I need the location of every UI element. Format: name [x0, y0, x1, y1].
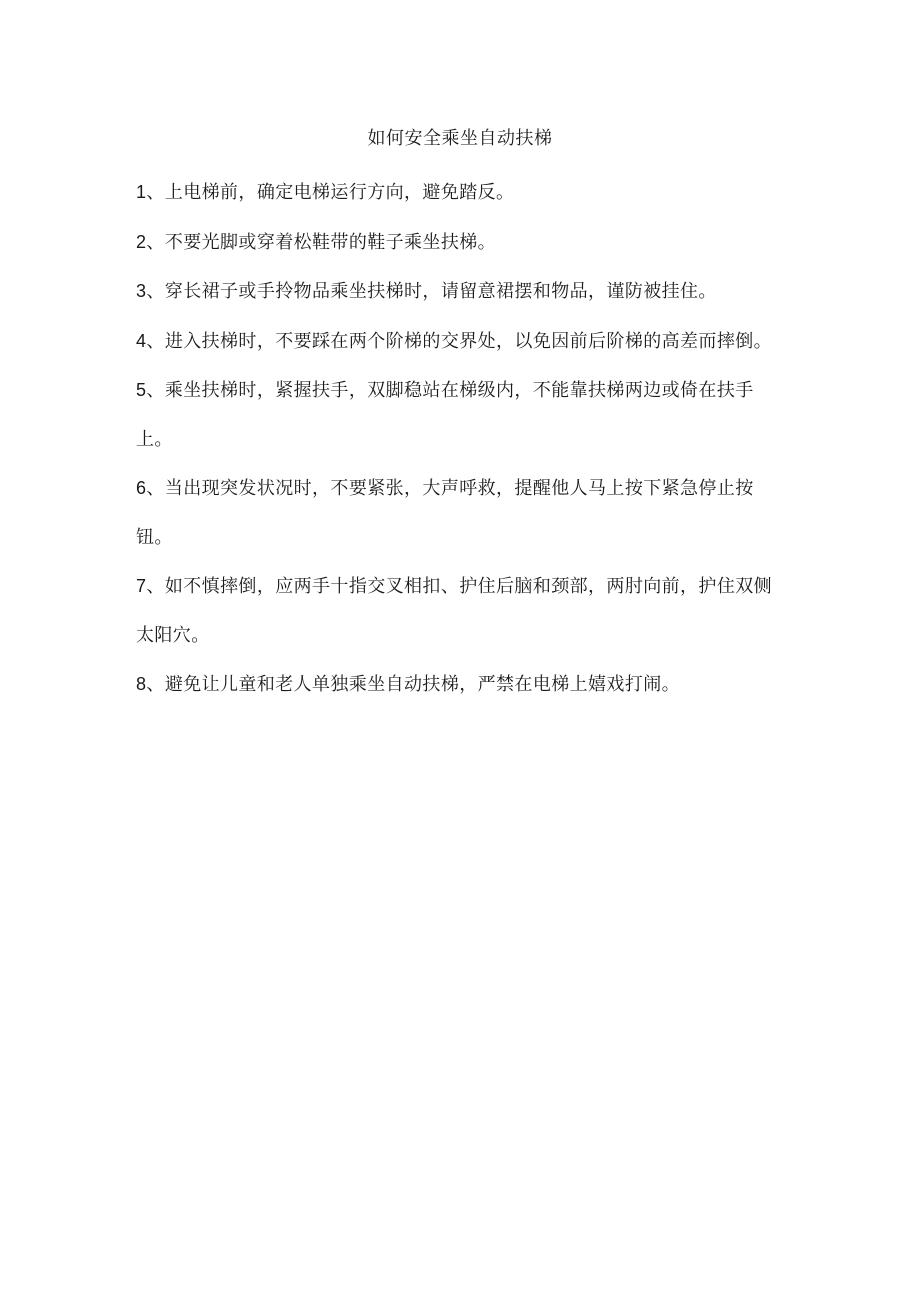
list-item	[136, 267, 786, 317]
list-item	[136, 464, 786, 562]
list-item	[136, 366, 786, 464]
item-number: 5	[136, 380, 147, 400]
list-item	[136, 168, 786, 218]
item-text: 、进入扶梯时，不要踩在两个阶梯的交界处，以免因前后阶梯的高差而摔倒。	[146, 330, 773, 352]
item-number: 7	[136, 576, 147, 596]
item-text: 、如不慎摔倒，应两手十指交叉相扣、护住后脑和颈部，两肘向前，护住双侧太阳穴。	[136, 576, 773, 646]
item-number: 3	[136, 281, 147, 301]
safety-tips-list	[136, 168, 786, 710]
list-item	[136, 660, 786, 710]
list-item	[136, 218, 786, 268]
item-number: 4	[136, 330, 147, 351]
list-item	[136, 317, 786, 367]
item-text: 、当出现突发状况时，不要紧张，大声呼救，提醒他人马上按下紧急停止按钮。	[136, 478, 754, 548]
document-title: 如何安全乘坐自动扶梯	[367, 128, 553, 149]
item-number: 1	[136, 182, 147, 202]
item-text: 、上电梯前，确定电梯运行方向，避免踏反。	[146, 182, 515, 203]
item-text: 、乘坐扶梯时，紧握扶手，双脚稳站在梯级内，不能靠扶梯两边或倚在扶手上。	[136, 380, 754, 450]
item-number: 6	[136, 478, 147, 498]
item-number: 2	[136, 231, 147, 252]
item-text: 、避免让儿童和老人单独乘坐自动扶梯，严禁在电梯上嬉戏打闹。	[146, 674, 681, 695]
item-text: 、不要光脚或穿着松鞋带的鞋子乘坐扶梯。	[146, 231, 497, 253]
item-text: 、穿长裙子或手拎物品乘坐扶梯时，请留意裙摆和物品，谨防被挂住。	[146, 281, 717, 302]
item-number: 8	[136, 674, 147, 694]
list-item	[136, 562, 786, 660]
